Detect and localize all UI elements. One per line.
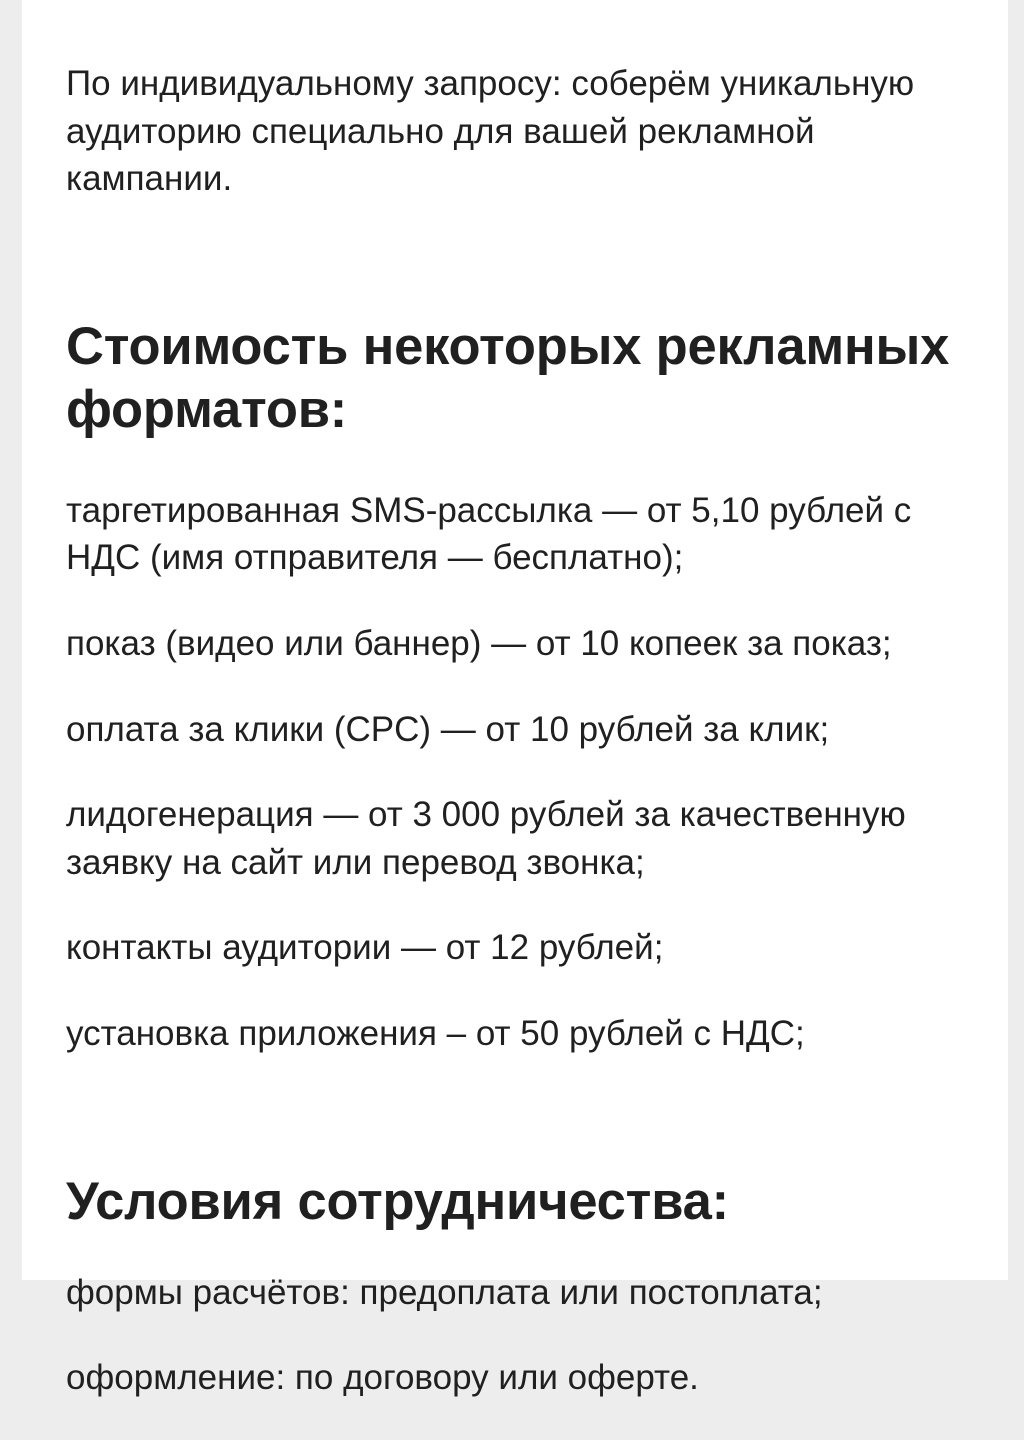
terms-heading: Условия сотрудничества: xyxy=(66,1171,729,1231)
pricing-item-app-install: установка приложения – от 50 рублей с НДС; xyxy=(66,1013,805,1053)
terms-item-contract: оформление: по договору или оферте. xyxy=(66,1358,699,1398)
pricing-list xyxy=(66,487,966,1058)
pricing-item-sms: таргетированная SMS-рассылка — от 5,10 рублей с НДС (имя отправителя — бесплатно); xyxy=(66,490,912,578)
intro-paragraph: По индивидуальному запросу: соберём уникальную аудиторию специально для вашей рекламной кампании. xyxy=(66,64,915,199)
terms-item-payment: формы расчётов: предоплата или постоплата; xyxy=(66,1272,823,1312)
document-page xyxy=(22,0,1008,1398)
pricing-item-impression: показ (видео или баннер) — от 10 копеек за показ; xyxy=(66,623,892,663)
pricing-item-leadgen: лидогенерация — от 3 000 рублей за качественную заявку на сайт или перевод звонка; xyxy=(66,795,906,882)
pricing-item-contacts: контакты аудитории — от 12 рублей; xyxy=(66,928,664,968)
terms-list xyxy=(66,1269,966,1402)
pricing-item-cpc: оплата за клики (CPC) — от 10 рублей за клик; xyxy=(66,709,830,749)
pricing-heading: Стоимость некоторых рекламных форматов: xyxy=(66,316,950,439)
document-content xyxy=(66,60,966,1440)
